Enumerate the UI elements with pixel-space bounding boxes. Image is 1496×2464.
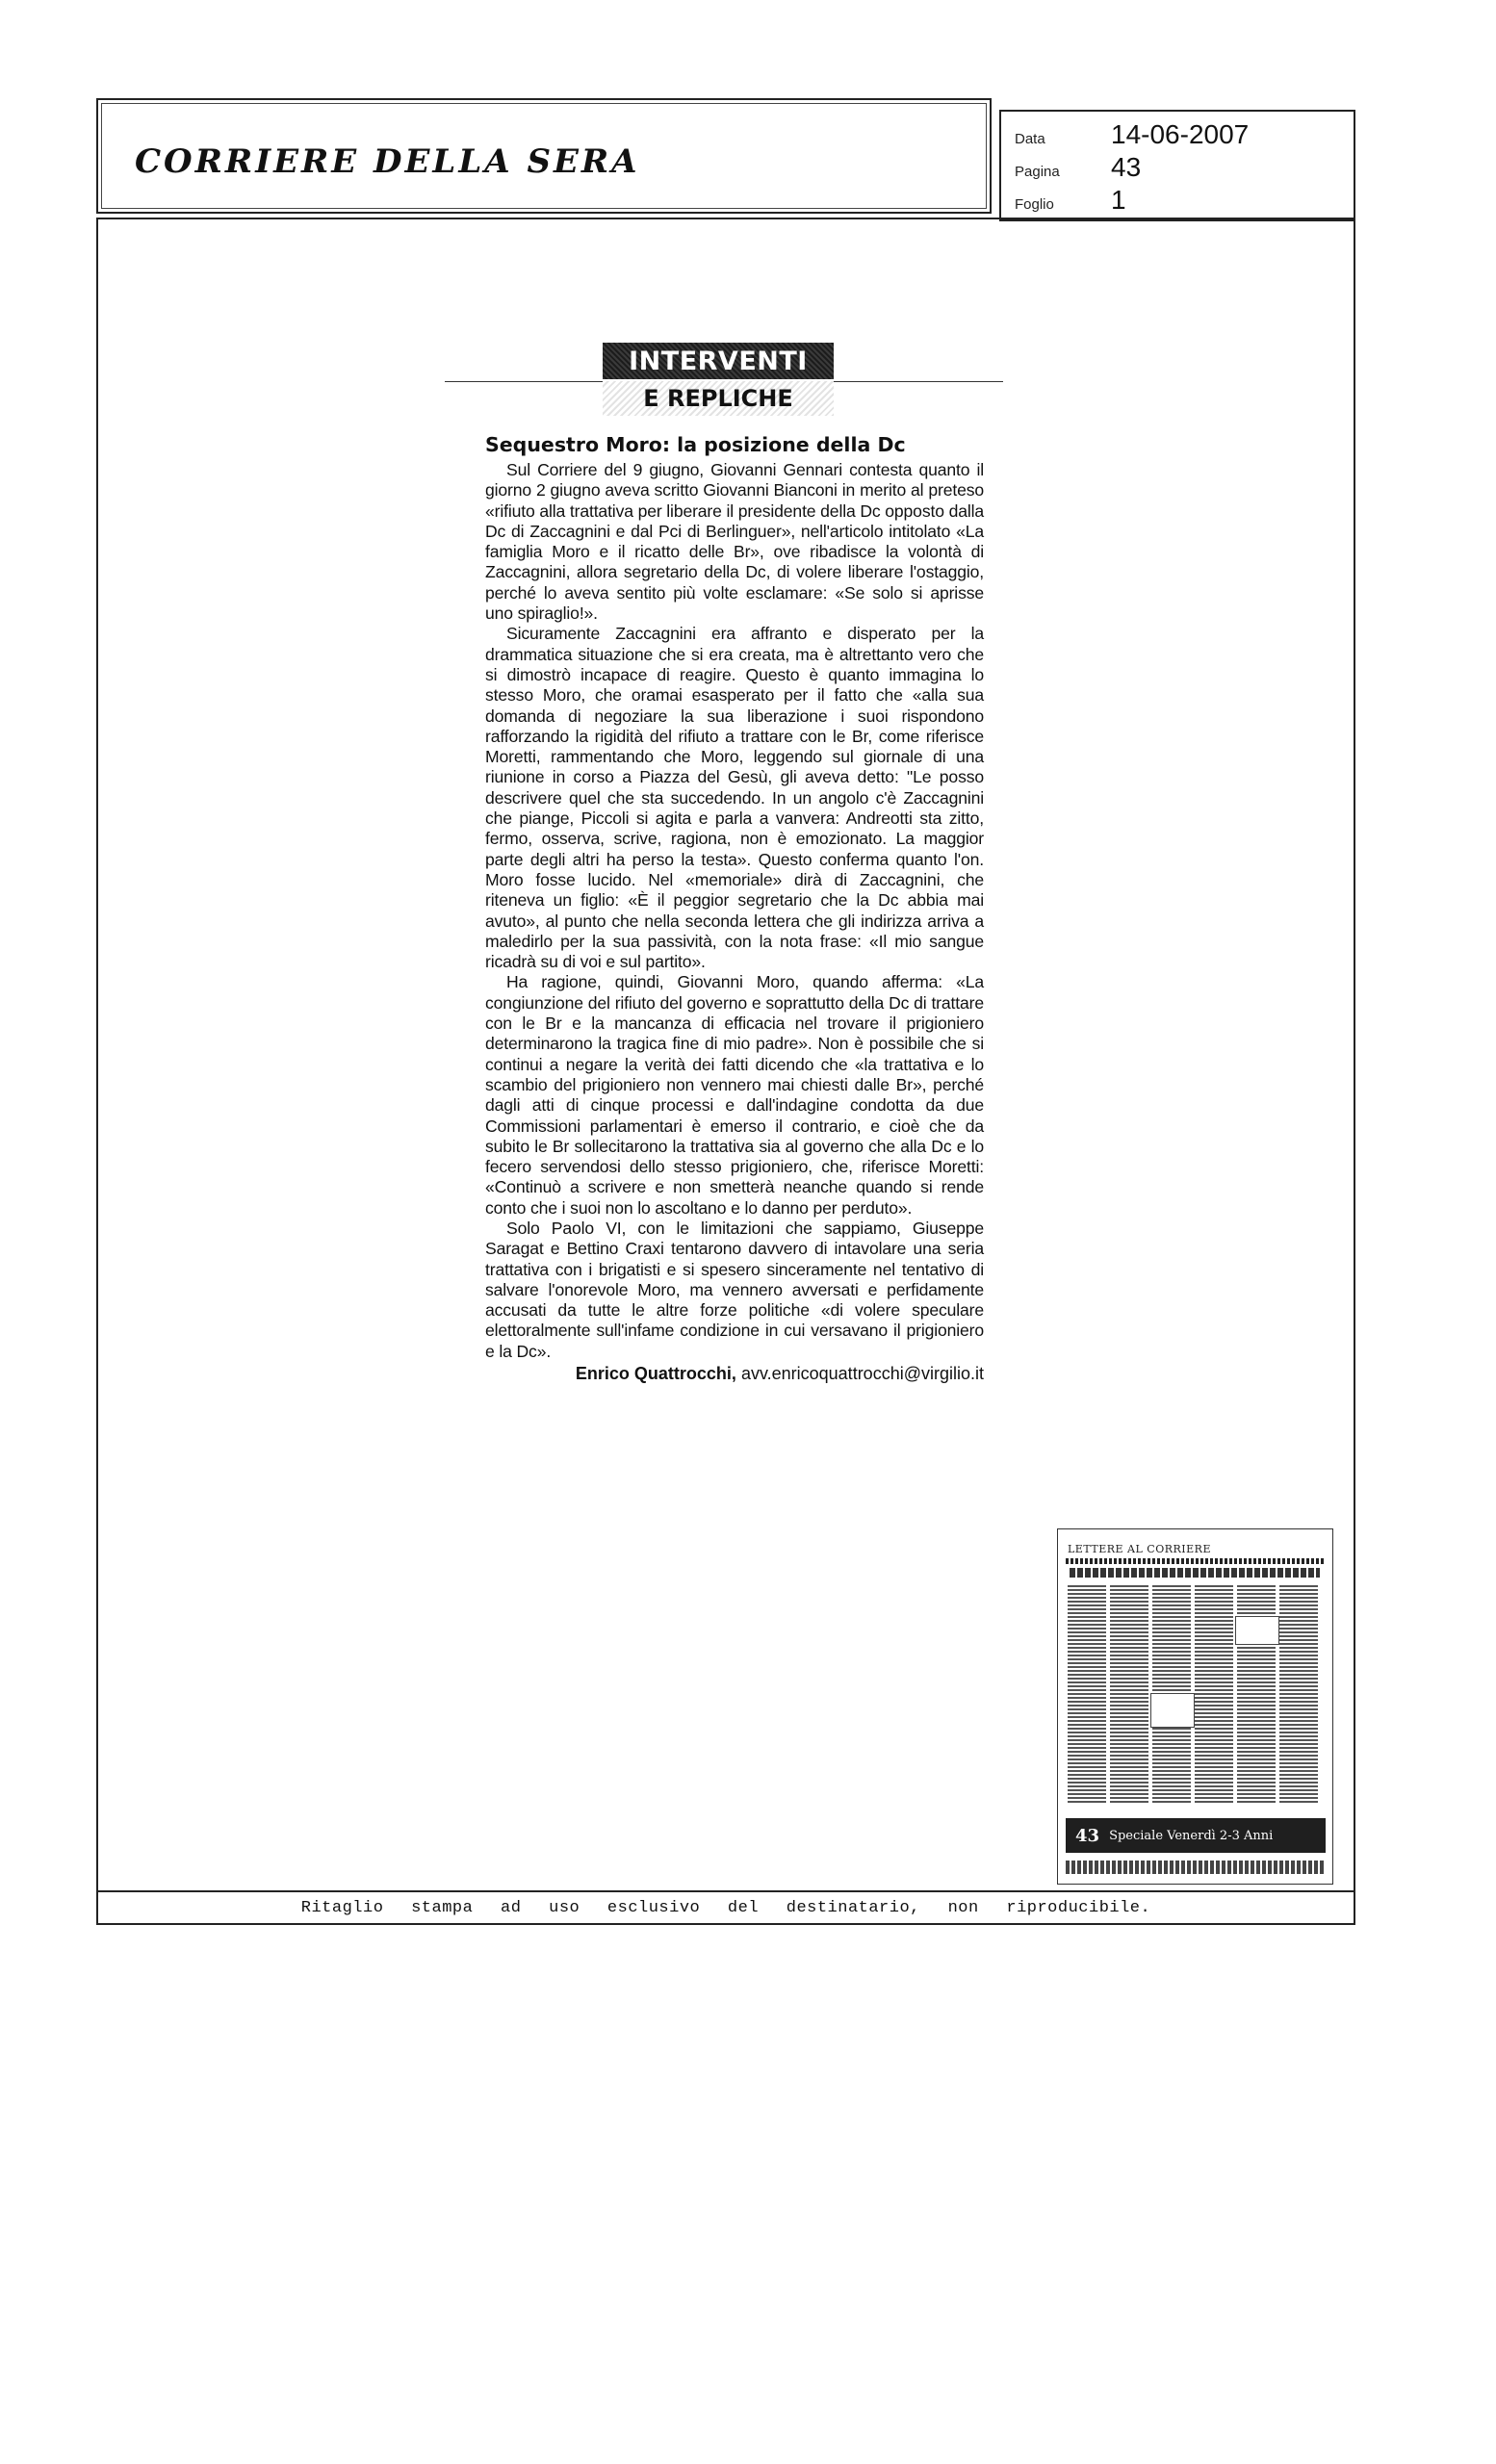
section-title-interventi: INTERVENTI [603,343,834,379]
masthead-title: CORRIERE DELLA SERA [135,142,640,181]
thumbnail-article-box [1235,1616,1279,1645]
masthead-box [96,98,992,214]
thumbnail-column [1195,1585,1233,1805]
thumbnail-column [1110,1585,1148,1805]
meta-pagina-row [1015,152,1141,183]
article-signature [485,1364,984,1384]
meta-pagina-label: Pagina [1015,164,1060,180]
thumbnail-bottom-strip [1066,1861,1326,1874]
section-title-repliche: E REPLICHE [603,381,834,416]
meta-data-row [1015,119,1249,150]
meta-data-value: 14-06-2007 [1111,119,1250,149]
footer-box [96,1890,1355,1925]
thumbnail-title: LETTERE AL CORRIERE [1068,1543,1211,1555]
article-paragraph: Ha ragione, quindi, Giovanni Moro, quando afferma: «La congiunzione del rifiuto del governo e soprattutto della Dc di trattare con le Br e la mancanza di efficacia nel trovare il prigioniero determinarono la tragica fine di mio padre». Non è possibile che si continui a negare la verità dei fatti dicendo che «la trattativa e lo scambio del prigioniero non vennero mai chiesti dalle Br», perché dagli atti di cinque processi e dall'indagine condotta da due Commissioni parlamentari è emerso il contrario, e cioè che da subito le Br sollecitarono la trattativa sia al governo che alla Dc e lo fecero servendosi dello stesso prigioniero, che, riferisce Moretti: «Continuò a scrivere e non smetterà neanche quando si rende conto che i suoi non lo ascoltano e lo danno per perduto». [485,972,984,1218]
article [485,433,984,1384]
article-paragraph: Solo Paolo VI, con le limitazioni che sappiamo, Giuseppe Saragat e Bettino Craxi tentarono davvero di intavolare una seria trattativa con i brigatisti e si spesero sinceramente nel tentativo di salvare l'onorevole Moro, ma vennero avversati e perfidamente accusati da tutte le altre forze politiche «di volere speculare elettoralmente sull'infame condizione in cui versavano il prigioniero e la Dc». [485,1218,984,1361]
metadata-box [999,110,1355,221]
meta-pagina-value: 43 [1111,152,1142,182]
meta-foglio-label: Foglio [1015,196,1054,213]
thumbnail-footer-band [1066,1818,1326,1853]
thumbnail-column [1279,1585,1318,1805]
meta-foglio-value: 1 [1111,185,1126,215]
page-thumbnail [1057,1528,1333,1885]
article-paragraph: Sicuramente Zaccagnini era affranto e disperato per la drammatica situazione che si era creata, ma è altrettanto vero che si dimostrò incapace di reagire. Questo è quanto immagina lo stesso Moro, che oramai esasperato per il fatto che «alla sua domanda di negoziare la sua liberazione i suoi rispondono rafforzando la rigidità del rifiuto a trattare con le Br, come riferisce Moretti, rammentando che Moro, leggendo sul giornale di una riunione in corso a Piazza del Gesù, gli aveva detto: "Le posso descrivere quel che sta succedendo. In un angolo c'è Zaccagnini che piange, Piccoli si agita e parla a vanvera: Andreotti sta zitto, fermo, osserva, scrive, ragiona, non è emozionato. La maggior parte degli altri ha perso la testa». Questo conferma quanto l'on. Moro fosse lucido. Nel «memoriale» dirà di Zaccagnini, che riteneva un figlio: «È il peggior segretario che la Dc abbia mai avuto», al punto che nella seconda lettera che gli indirizza arriva a maledirlo per la sua passività, con la nota frase: «Il mio sangue ricadrà su di voi e sul partito». [485,624,984,972]
meta-data-label: Data [1015,131,1045,147]
thumbnail-page-number: 43 [1075,1825,1100,1846]
article-headline: Sequestro Moro: la posizione della Dc [485,433,906,456]
thumbnail-column [1068,1585,1106,1805]
thumbnail-headline [1070,1568,1320,1578]
thumbnail-article-box [1150,1693,1195,1728]
footer-notice: Ritaglio stampa ad uso esclusivo del destinatario, non riproducibile. [300,1898,1151,1917]
author-email: avv.enricoquattrocchi@virgilio.it [740,1364,984,1384]
thumbnail-topbar [1066,1558,1326,1564]
meta-foglio-row [1015,185,1126,216]
author-name: Enrico Quattrocchi, [575,1364,736,1384]
article-paragraph: Sul Corriere del 9 giugno, Giovanni Gennari contesta quanto il giorno 2 giugno aveva scritto Giovanni Bianconi in merito al preteso «rifiuto alla trattativa per liberare il presidente della Dc opposto dalla Dc di Zaccagnini e dal Pci di Berlinguer», nell'articolo intitolato «La famiglia Moro e il ricatto delle Br», ove ribadisce la volontà di Zaccagnini, allora segretario della Dc, di volere liberare l'ostaggio, perché lo aveva sentito più volte esclamare: «Se solo si aprisse uno spiraglio!». [485,460,984,624]
thumbnail-band-text: Speciale Venerdì 2-3 Anni [1109,1828,1274,1843]
